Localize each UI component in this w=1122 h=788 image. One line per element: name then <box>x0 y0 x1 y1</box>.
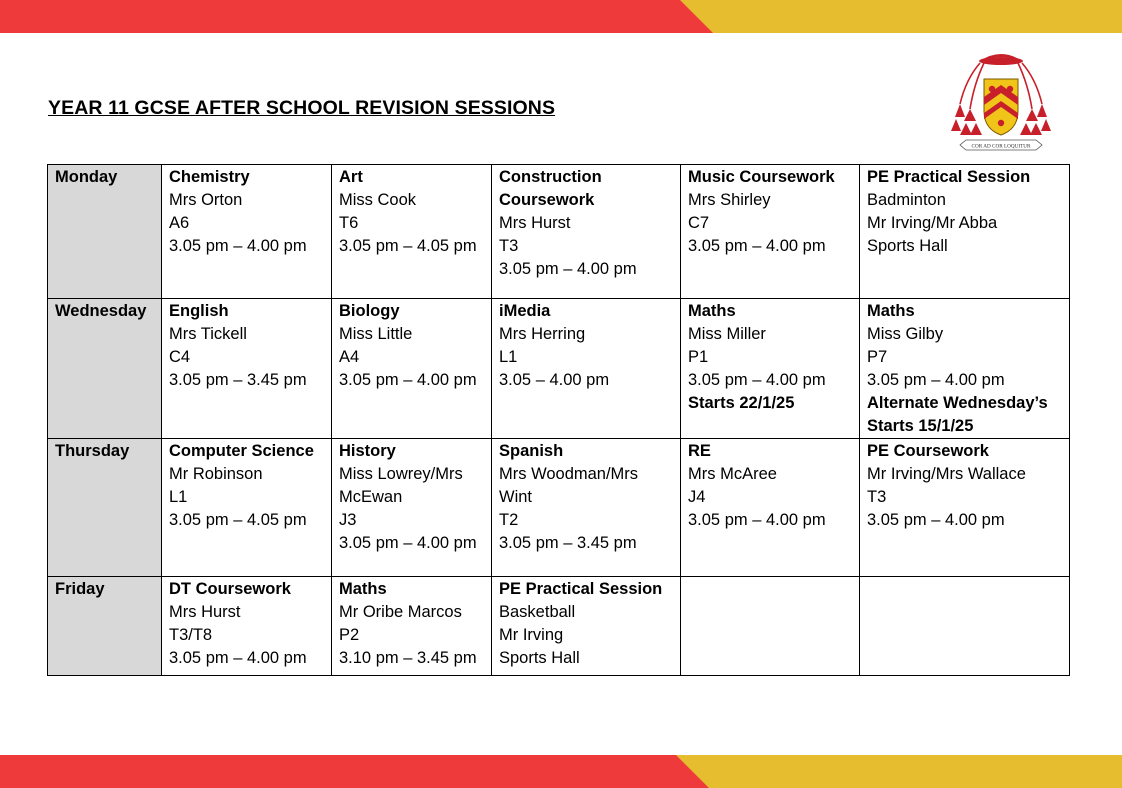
session-note: Starts 22/1/25 <box>688 394 795 412</box>
session-cell <box>162 577 332 676</box>
day-cell: Wednesday <box>48 299 162 439</box>
session-detail: Mrs Tickell <box>169 325 247 343</box>
session-cell <box>492 299 681 439</box>
session-detail: Miss Cook <box>339 191 417 209</box>
session-detail: Mrs Shirley <box>688 191 771 209</box>
session-cell <box>162 439 332 577</box>
session-detail: T3 <box>867 488 887 506</box>
session-detail: Miss Little <box>339 325 413 343</box>
session-subject: Coursework <box>499 191 595 209</box>
session-cell <box>332 577 492 676</box>
session-detail: 3.05 pm – 4.00 pm <box>169 237 307 255</box>
session-detail: C7 <box>688 214 710 232</box>
session-cell <box>492 439 681 577</box>
session-detail: Miss Lowrey/Mrs <box>339 465 463 483</box>
session-detail: 3.05 pm – 4.00 pm <box>688 511 826 529</box>
bottom-color-band <box>0 755 1122 788</box>
session-detail: Mr Oribe Marcos <box>339 603 462 621</box>
session-subject: Computer Science <box>169 442 314 460</box>
session-detail: J4 <box>688 488 706 506</box>
page-title: YEAR 11 GCSE AFTER SCHOOL REVISION SESSIONS <box>48 97 556 119</box>
session-subject: Maths <box>688 302 736 320</box>
session-detail: McEwan <box>339 488 403 506</box>
session-subject: PE Practical Session <box>499 580 663 598</box>
session-subject: Chemistry <box>169 168 250 186</box>
session-subject: DT Coursework <box>169 580 291 598</box>
session-detail: T6 <box>339 214 359 232</box>
session-detail: 3.05 pm – 4.00 pm <box>169 649 307 667</box>
day-cell: Friday <box>48 577 162 676</box>
session-detail: 3.05 pm – 4.00 pm <box>867 511 1005 529</box>
session-cell <box>492 165 681 299</box>
schedule-row-monday <box>48 165 1070 299</box>
session-detail: T3 <box>499 237 519 255</box>
session-detail: 3.05 – 4.00 pm <box>499 371 610 389</box>
session-detail: C4 <box>169 348 191 366</box>
session-cell <box>860 439 1070 577</box>
session-subject: Biology <box>339 302 400 320</box>
session-cell <box>162 299 332 439</box>
session-subject: Maths <box>339 580 387 598</box>
session-cell <box>492 577 681 676</box>
session-detail: 3.05 pm – 4.00 pm <box>688 237 826 255</box>
session-cell <box>332 439 492 577</box>
session-detail: Miss Miller <box>688 325 766 343</box>
session-detail: A4 <box>339 348 360 366</box>
session-cell <box>681 439 860 577</box>
session-subject: PE Coursework <box>867 442 989 460</box>
session-detail: Mr Irving/Mr Abba <box>867 214 998 232</box>
session-detail: Badminton <box>867 191 946 209</box>
session-detail: L1 <box>499 348 518 366</box>
revision-schedule-table <box>47 164 1070 676</box>
schedule-row-wednesday <box>48 299 1070 439</box>
session-detail: 3.05 pm – 4.00 pm <box>499 260 637 278</box>
session-detail: Mrs Hurst <box>499 214 571 232</box>
session-subject: iMedia <box>499 302 551 320</box>
session-detail: Mr Robinson <box>169 465 263 483</box>
crest-motto-text: COR AD COR LOQUITUR <box>971 143 1031 150</box>
session-detail: L1 <box>169 488 188 506</box>
session-note: Starts 15/1/25 <box>867 417 974 435</box>
session-detail: Mrs McAree <box>688 465 777 483</box>
session-cell <box>332 299 492 439</box>
empty-session-cell <box>681 577 860 676</box>
session-cell <box>681 165 860 299</box>
top-color-band <box>0 0 1122 33</box>
school-crest-logo <box>950 49 1052 157</box>
session-detail: Mrs Herring <box>499 325 586 343</box>
session-detail: 3.05 pm – 4.05 pm <box>339 237 477 255</box>
session-detail: 3.05 pm – 3.45 pm <box>169 371 307 389</box>
session-detail: J3 <box>339 511 357 529</box>
session-detail: P1 <box>688 348 709 366</box>
session-detail: T3/T8 <box>169 626 213 644</box>
session-detail: Mrs Orton <box>169 191 243 209</box>
session-subject: Construction <box>499 168 602 186</box>
session-detail: A6 <box>169 214 190 232</box>
session-subject: Maths <box>867 302 915 320</box>
session-subject: Music Coursework <box>688 168 835 186</box>
session-subject: RE <box>688 442 711 460</box>
session-detail: Sports Hall <box>499 649 580 667</box>
session-cell <box>860 165 1070 299</box>
session-subject: Art <box>339 168 363 186</box>
session-detail: Mrs Woodman/Mrs <box>499 465 639 483</box>
session-detail: Mr Irving/Mrs Wallace <box>867 465 1026 483</box>
session-detail: Sports Hall <box>867 237 948 255</box>
session-subject: PE Practical Session <box>867 168 1031 186</box>
session-detail: P7 <box>867 348 888 366</box>
session-detail: Basketball <box>499 603 576 621</box>
session-cell <box>332 165 492 299</box>
session-detail: 3.05 pm – 3.45 pm <box>499 534 637 552</box>
session-detail: 3.05 pm – 4.00 pm <box>339 534 477 552</box>
session-detail: 3.05 pm – 4.05 pm <box>169 511 307 529</box>
session-detail: Mr Irving <box>499 626 564 644</box>
session-detail: Miss Gilby <box>867 325 944 343</box>
session-detail: 3.05 pm – 4.00 pm <box>688 371 826 389</box>
session-detail: 3.05 pm – 4.00 pm <box>339 371 477 389</box>
session-detail: T2 <box>499 511 519 529</box>
session-detail: Mrs Hurst <box>169 603 241 621</box>
session-subject: Spanish <box>499 442 564 460</box>
session-subject: History <box>339 442 396 460</box>
schedule-row-friday <box>48 577 1070 676</box>
day-cell: Thursday <box>48 439 162 577</box>
session-detail: P2 <box>339 626 360 644</box>
session-detail: 3.10 pm – 3.45 pm <box>339 649 477 667</box>
session-subject: English <box>169 302 229 320</box>
session-detail: 3.05 pm – 4.00 pm <box>867 371 1005 389</box>
day-cell: Monday <box>48 165 162 299</box>
empty-session-cell <box>860 577 1070 676</box>
session-cell <box>162 165 332 299</box>
schedule-row-thursday <box>48 439 1070 577</box>
session-cell <box>681 299 860 439</box>
session-cell <box>860 299 1070 439</box>
session-note: Alternate Wednesday’s <box>867 394 1048 412</box>
session-detail: Wint <box>499 488 532 506</box>
